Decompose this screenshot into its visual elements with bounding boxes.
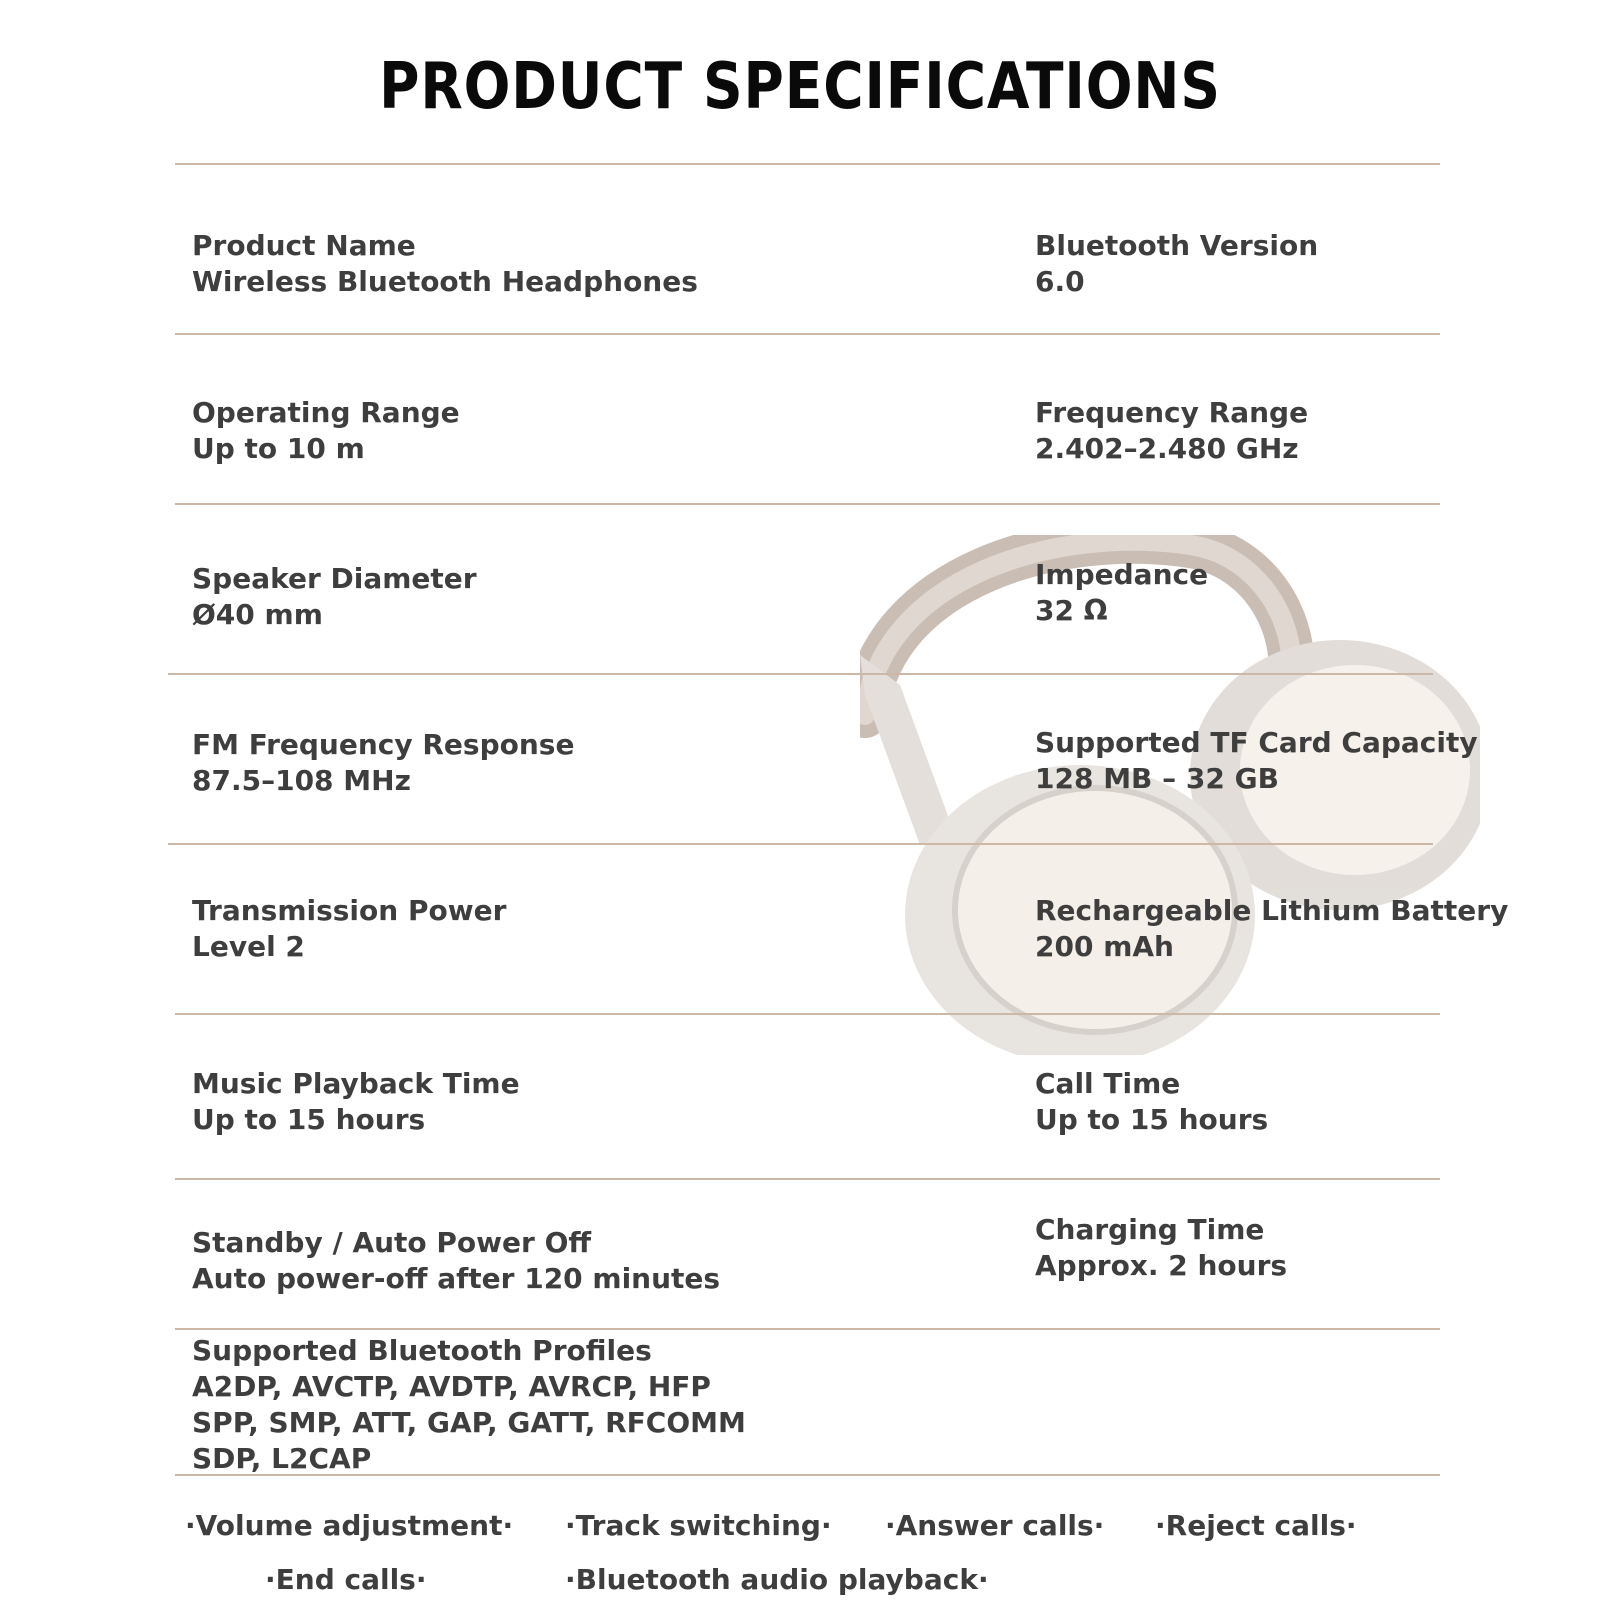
spec-label: Frequency Range: [1035, 396, 1309, 429]
spec-bluetooth-profiles: [192, 1333, 746, 1477]
spec-value: 32 Ω: [1035, 594, 1108, 627]
feature-volume-adjustment: ·Volume adjustment·: [185, 1509, 514, 1542]
spec-standby-auto-power-off: [192, 1225, 720, 1297]
spec-value: Wireless Bluetooth Headphones: [192, 265, 698, 298]
feature-track-switching: ·Track switching·: [565, 1509, 832, 1542]
spec-label: Impedance: [1035, 558, 1209, 591]
spec-value: Up to 15 hours: [1035, 1103, 1269, 1136]
profiles-line: SPP, SMP, ATT, GAP, GATT, RFCOMM: [192, 1406, 746, 1439]
spec-charging-time: [1035, 1212, 1287, 1284]
spec-speaker-diameter: [192, 561, 477, 633]
spec-operating-range: [192, 395, 460, 467]
feature-bluetooth-audio-playback: ·Bluetooth audio playback·: [565, 1563, 989, 1596]
spec-battery: [1035, 893, 1508, 965]
spec-call-time: [1035, 1066, 1268, 1138]
spec-label: Operating Range: [192, 396, 460, 429]
spec-bluetooth-version: [1035, 228, 1318, 300]
divider: [175, 333, 1440, 335]
spec-impedance: [1035, 557, 1208, 629]
spec-label: Standby / Auto Power Off: [192, 1226, 592, 1259]
divider: [175, 163, 1440, 165]
profiles-line: A2DP, AVCTP, AVDTP, AVRCP, HFP: [192, 1370, 711, 1403]
spec-value: Level 2: [192, 930, 305, 963]
spec-label: Rechargeable Lithium Battery: [1035, 894, 1509, 927]
divider: [175, 503, 1440, 505]
divider: [175, 1328, 1440, 1330]
feature-reject-calls: ·Reject calls·: [1155, 1509, 1357, 1542]
feature-answer-calls: ·Answer calls·: [885, 1509, 1105, 1542]
spec-value: 2.402–2.480 GHz: [1035, 432, 1299, 465]
divider: [175, 1013, 1440, 1015]
spec-fm-frequency-response: [192, 727, 574, 799]
spec-label: FM Frequency Response: [192, 728, 575, 761]
spec-value: 87.5–108 MHz: [192, 764, 411, 797]
page-title: PRODUCT SPECIFICATIONS: [379, 50, 1221, 124]
spec-value: 6.0: [1035, 265, 1085, 298]
divider: [168, 673, 1433, 675]
spec-value: Up to 10 m: [192, 432, 365, 465]
spec-label: Speaker Diameter: [192, 562, 477, 595]
spec-label: Transmission Power: [192, 894, 507, 927]
spec-label: Music Playback Time: [192, 1067, 520, 1100]
spec-label: Bluetooth Version: [1035, 229, 1319, 262]
spec-value: 128 MB – 32 GB: [1035, 762, 1279, 795]
feature-end-calls: ·End calls·: [265, 1563, 427, 1596]
spec-frequency-range: [1035, 395, 1308, 467]
spec-label: Call Time: [1035, 1067, 1181, 1100]
profiles-line: SDP, L2CAP: [192, 1442, 372, 1475]
divider: [175, 1178, 1440, 1180]
spec-label: Product Name: [192, 229, 416, 262]
spec-label: Supported Bluetooth Profiles: [192, 1334, 652, 1367]
spec-music-playback-time: [192, 1066, 520, 1138]
spec-product-name: [192, 228, 698, 300]
divider: [168, 843, 1433, 845]
spec-value: Approx. 2 hours: [1035, 1249, 1288, 1282]
spec-value: 200 mAh: [1035, 930, 1174, 963]
spec-value: Auto power-off after 120 minutes: [192, 1262, 721, 1295]
spec-tf-card-capacity: [1035, 725, 1478, 797]
spec-value: Up to 15 hours: [192, 1103, 426, 1136]
spec-value: Ø40 mm: [192, 598, 323, 631]
spec-label: Supported TF Card Capacity: [1035, 726, 1478, 759]
spec-transmission-power: [192, 893, 506, 965]
spec-label: Charging Time: [1035, 1213, 1265, 1246]
